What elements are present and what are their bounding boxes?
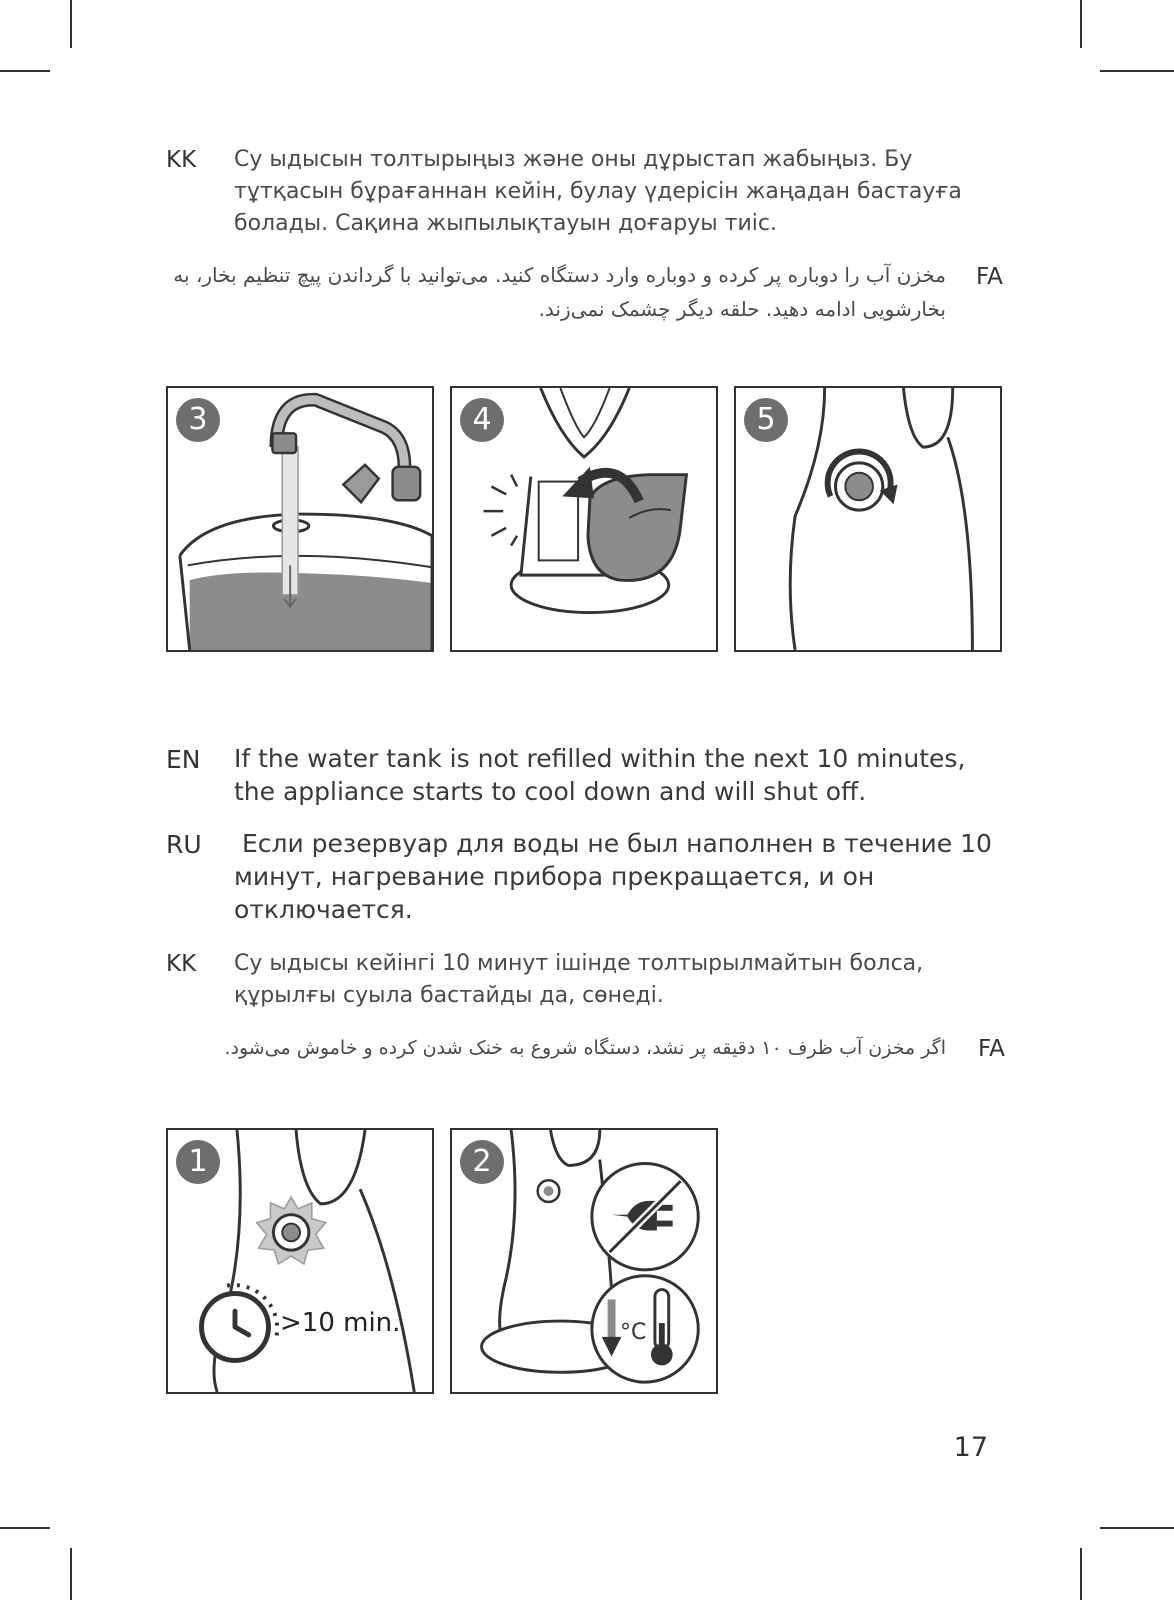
- step-4-illustration: [450, 386, 718, 652]
- timer-label: >10 min.: [280, 1308, 401, 1338]
- kk-paragraph: Су ыдысы кейінгі 10 минут ішінде толтырылмайтын болса, құрылғы суыла бастайды да, сөнеді.: [234, 951, 924, 1008]
- kk-paragraph: Су ыдысын толтырыңыз және оны дұрыстап жабыңыз. Бу тұтқасын бұрағаннан кейін, булау үдерісін жаңадан бастауға болады. Сақина жыпылықтауын доғаруы тиіс.: [234, 147, 962, 236]
- step-number-badge: 3: [176, 398, 220, 442]
- crop-mark: [0, 1527, 50, 1529]
- step-number-badge: 5: [744, 398, 788, 442]
- step-number-badge: 2: [460, 1140, 504, 1184]
- lang-code-fa: FA: [976, 264, 1003, 290]
- fa-paragraph: مخزن آب را دوباره پر کرده و دوباره وارد دستگاه کنید. می‌توانید با گرداندن پیچ تنظیم بخار، به بخارشویی ادامه دهید. حلقه دیگر چشمک نمی‌زند.: [173, 263, 946, 321]
- crop-mark: [1080, 1548, 1082, 1600]
- step-3-illustration: [166, 386, 434, 652]
- step-number-badge: 1: [176, 1140, 220, 1184]
- crop-mark: [70, 1548, 72, 1600]
- lang-code-fa: FA: [978, 1036, 1005, 1062]
- fa-paragraph: اگر مخزن آب ظرف ۱۰ دقیقه پر نشد، دستگاه شروع به خنک شدن کرده و خاموش می‌شود.: [224, 1037, 946, 1059]
- ru-paragraph: Если резервуар для воды не был наполнен в течение 10 минут, нагревание прибора прекращается, и он отключается.: [234, 829, 1000, 924]
- crop-mark: [1100, 70, 1174, 72]
- step-2-illustration: [450, 1128, 718, 1394]
- celsius-label: °C: [620, 1320, 647, 1345]
- lang-code-kk: KK: [166, 147, 197, 173]
- crop-mark: [1100, 1527, 1174, 1529]
- crop-mark: [0, 70, 50, 72]
- en-paragraph: If the water tank is not refilled within the next 10 minutes, the appliance starts to cool down and will shut off.: [234, 744, 966, 806]
- page-number: 17: [953, 1432, 988, 1463]
- step-1-illustration: [166, 1128, 434, 1394]
- crop-mark: [70, 0, 72, 48]
- step-5-illustration: [734, 386, 1002, 652]
- lang-code-kk: KK: [166, 951, 197, 977]
- crop-mark: [1080, 0, 1082, 48]
- lang-code-en: EN: [166, 745, 201, 774]
- lang-code-ru: RU: [166, 830, 202, 859]
- step-number-badge: 4: [460, 398, 504, 442]
